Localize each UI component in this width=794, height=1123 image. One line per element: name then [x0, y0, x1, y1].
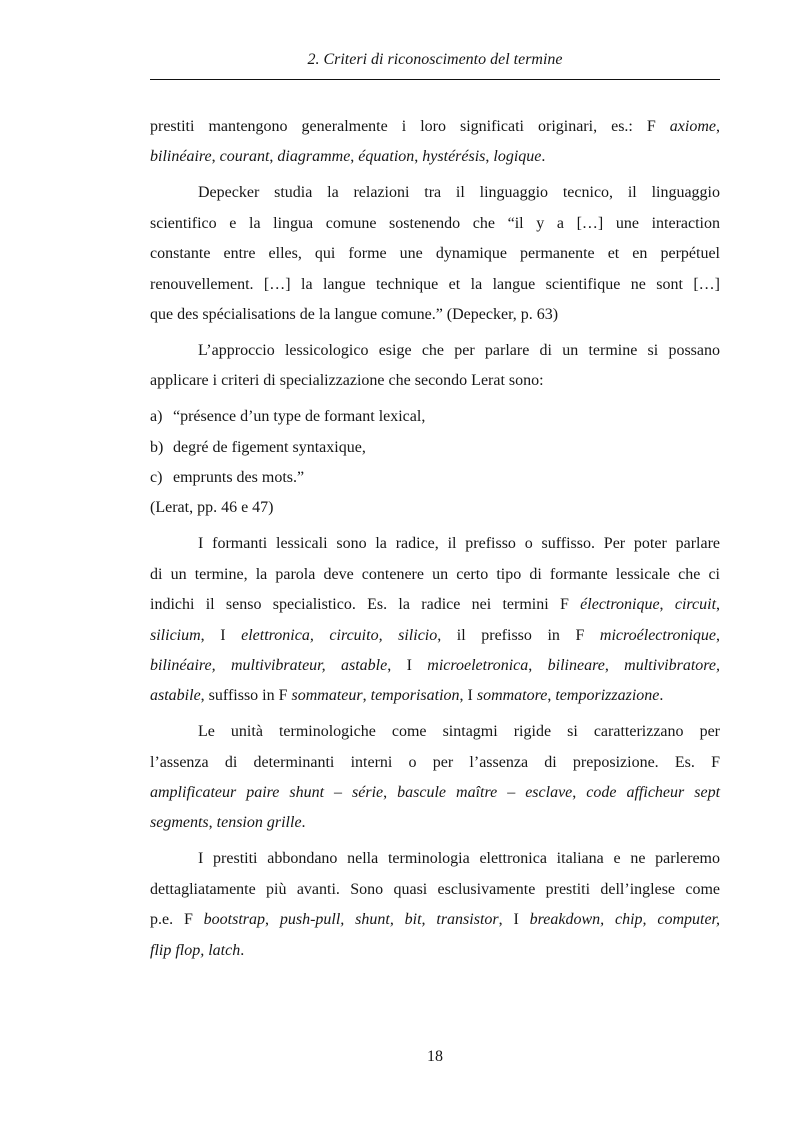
text-line — [150, 529, 720, 559]
text-line — [150, 209, 720, 239]
italic-term: code afficheur sept — [586, 784, 721, 802]
paragraph — [150, 844, 720, 966]
italic-term: push-pull, shunt, bit, transistor — [279, 911, 499, 929]
citation-list — [150, 402, 720, 524]
text-line — [150, 178, 720, 208]
italic-term: équation — [358, 148, 415, 166]
text-run: emprunts des mots.” — [173, 468, 305, 486]
text-line — [150, 717, 720, 747]
list-marker: c) — [150, 468, 163, 486]
text-run: Depecker studia la relazioni tra il linguaggio tecnico, il linguaggio — [198, 184, 720, 202]
italic-term: amplificateur paire shunt – série — [150, 784, 384, 802]
list-marker: b) — [150, 438, 164, 456]
text-line — [150, 336, 720, 366]
text-run: indichi il senso specialistico. Es. la radice nei termini F — [150, 596, 581, 614]
italic-term: hystérésis — [422, 148, 486, 166]
italic-term: temporisation — [370, 687, 460, 705]
text-run: . — [659, 687, 664, 705]
running-header-title: 2. Criteri di riconoscimento del termine — [307, 51, 563, 68]
italic-term: logique — [493, 148, 542, 166]
text-line — [150, 270, 720, 300]
text-run: . — [541, 148, 546, 166]
text-run: , — [414, 148, 423, 166]
italic-term: microélectronique — [599, 626, 717, 644]
list-item — [150, 463, 720, 493]
italic-term: temporizzazione — [555, 687, 660, 705]
italic-term: elettronica, circuito, silicio — [241, 626, 438, 644]
text-run: . — [301, 814, 306, 832]
text-run: , suffisso in F — [200, 687, 292, 705]
text-run: p.e. F — [150, 911, 204, 929]
text-run: I formanti lessicali sono la radice, il prefisso o suffisso. Per poter parlare — [198, 535, 720, 553]
text-run: constante entre elles, qui forme une dynamique permanente et en perpétuel — [150, 245, 720, 263]
italic-term: diagramme — [277, 148, 351, 166]
italic-term: sommateur — [291, 687, 363, 705]
paragraph — [150, 178, 720, 330]
text-run: , — [716, 596, 721, 614]
text-run: “présence d’un type de formant lexical, — [173, 408, 426, 426]
text-run: Le unità terminologiche come sintagmi rigide si caratterizzano per — [198, 723, 720, 741]
text-run: , I — [498, 911, 530, 929]
text-line — [150, 778, 720, 808]
text-run: , — [528, 656, 548, 674]
text-run: prestiti mantengono generalmente i loro significati originari, es.: F — [150, 118, 670, 135]
text-run: renouvellement. […] la langue technique et la langue scientifique ne sont […] — [150, 275, 720, 293]
text-run: degré de figement syntaxique, — [173, 438, 366, 456]
italic-term: segments — [150, 814, 209, 832]
text-line — [150, 651, 720, 681]
italic-term: courant — [219, 148, 270, 166]
text-line — [150, 239, 720, 269]
italic-term: tension grille — [216, 814, 302, 832]
text-run: di un termine, la parola deve contenere un certo tipo di formante lessicale che ci — [150, 565, 720, 583]
italic-term: circuit — [674, 596, 717, 614]
page-body — [150, 112, 720, 971]
text-run: , — [350, 148, 359, 166]
text-line — [150, 681, 720, 711]
list-item — [150, 433, 720, 463]
italic-term: bilinéaire, multivibrateur, astable — [150, 656, 388, 674]
header-rule — [150, 79, 720, 80]
text-run: , — [604, 656, 625, 674]
italic-term: axiome — [669, 118, 716, 135]
text-run: l’assenza di determinanti interni o per l’assenza di preposizione. Es. F — [150, 753, 720, 771]
text-run: , — [383, 784, 398, 802]
text-run: , — [362, 687, 371, 705]
italic-term: flip flop, latch — [150, 941, 241, 959]
paragraph — [150, 336, 720, 397]
italic-term: multivibratore, — [624, 656, 721, 674]
text-run: , — [485, 148, 494, 166]
text-run: , — [211, 148, 220, 166]
italic-term: bilinéaire — [150, 148, 212, 166]
text-run: , — [572, 784, 587, 802]
text-run: , — [716, 626, 721, 644]
text-line — [150, 905, 720, 935]
italic-term: astabile — [150, 687, 201, 705]
text-line — [150, 590, 720, 620]
text-run: (Lerat, pp. 46 e 47) — [150, 499, 274, 517]
page-number — [150, 1045, 720, 1069]
text-line — [150, 142, 720, 172]
list-item — [150, 402, 720, 432]
text-line — [150, 366, 720, 396]
text-line — [150, 875, 720, 905]
italic-term: sommatore — [476, 687, 548, 705]
italic-term: bilineare — [547, 656, 605, 674]
text-run: , I — [387, 656, 428, 674]
text-line — [150, 936, 720, 966]
text-run: , — [269, 148, 278, 166]
text-run: , — [659, 596, 675, 614]
list-marker: a) — [150, 408, 163, 426]
paragraph — [150, 529, 720, 711]
text-run: , I — [200, 626, 242, 644]
list-item — [150, 493, 720, 523]
text-line — [150, 112, 720, 142]
text-run: , — [208, 814, 217, 832]
paragraph — [150, 112, 720, 173]
text-run: , il prefisso in F — [437, 626, 600, 644]
text-run: . — [240, 941, 245, 959]
text-run: , — [547, 687, 556, 705]
text-line — [150, 808, 720, 838]
italic-term: électronique — [580, 596, 660, 614]
running-header — [150, 48, 720, 72]
text-line — [150, 844, 720, 874]
page-number-value: 18 — [427, 1048, 443, 1065]
text-run: , — [265, 911, 280, 929]
italic-term: breakdown, chip, computer, — [529, 911, 721, 929]
text-run: I prestiti abbondano nella terminologia elettronica italiana e ne parleremo — [198, 850, 720, 868]
text-run: dettagliatamente più avanti. Sono quasi esclusivamente prestiti dell’inglese come — [150, 880, 720, 898]
text-run: L’approccio lessicologico esige che per parlare di un termine si possano — [198, 341, 720, 359]
italic-term: microeletronica — [427, 656, 529, 674]
italic-term: bascule maître – esclave — [397, 784, 573, 802]
italic-term: silicium — [150, 626, 201, 644]
text-line — [150, 748, 720, 778]
text-line — [150, 300, 720, 330]
text-line — [150, 560, 720, 590]
text-run: , I — [459, 687, 477, 705]
text-run: scientifico e la lingua comune sostenendo che “il y a […] une interaction — [150, 214, 720, 232]
text-run: que des spécialisations de la langue comune.” (Depecker, p. 63) — [150, 305, 559, 323]
text-run: applicare i criteri di specializzazione che secondo Lerat sono: — [150, 372, 544, 390]
paragraph — [150, 717, 720, 839]
text-line — [150, 621, 720, 651]
italic-term: bootstrap — [203, 911, 266, 929]
text-run: , — [716, 118, 720, 135]
